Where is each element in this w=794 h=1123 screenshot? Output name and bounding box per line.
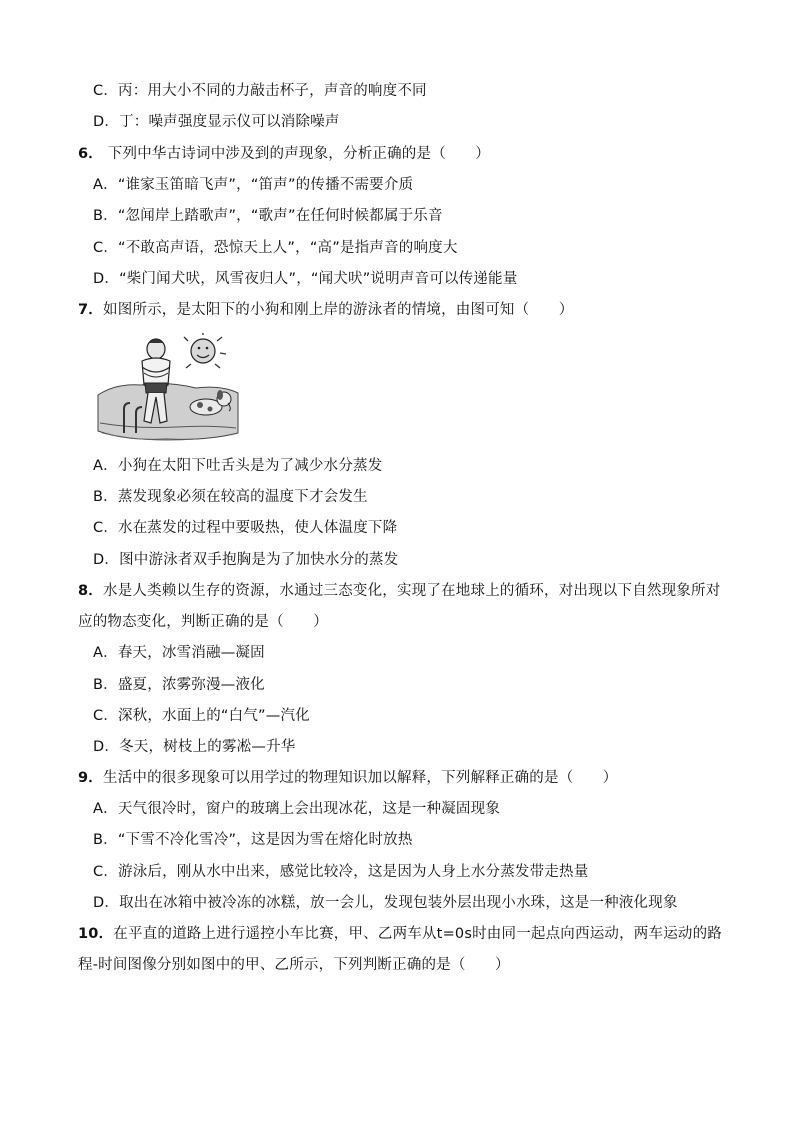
q9-option-d: D．取出在冰箱中被冷冻的冰糕，放一会儿，发现包装外层出现小水珠，这是一种液化现象: [93, 895, 678, 911]
illustration-svg: [96, 333, 241, 445]
q10-number: 10．: [78, 926, 114, 942]
q8-option-c: C．深秋，水面上的“白气”—汽化: [93, 708, 310, 724]
q6-number: 6．: [78, 146, 103, 162]
q10-stem-line2: 程-时间图像分别如图中的甲、乙所示，下列判断正确的是（ ）: [78, 957, 510, 973]
q8-stem-text: 水是人类赖以生存的资源，水通过三态变化，实现了在地球上的循环，对出现以下自然现象所对: [103, 583, 721, 599]
q6-option-d: D．“柴门闻犬吠，风雪夜归人”，“闻犬吠”说明声音可以传递能量: [93, 271, 518, 287]
q10-stem-text: 在平直的道路上进行遥控小车比赛，甲、乙两车从t=0s时由同一起点向西运动，两车运动的路: [113, 926, 722, 942]
q7-option-c: C．水在蒸发的过程中要吸热，使人体温度下降: [93, 520, 398, 536]
q7-stem: [78, 300, 573, 320]
q9-stem-text: 生活中的很多现象可以用学过的物理知识加以解释，下列解释正确的是（ ）: [103, 770, 618, 786]
q8-option-a: A．春天，冰雪消融—凝固: [93, 645, 265, 661]
q9-option-a: A．天气很冷时，窗户的玻璃上会出现冰花，这是一种凝固现象: [93, 801, 501, 817]
q7-option-b: B．蒸发现象必须在较高的温度下才会发生: [93, 489, 368, 505]
q8-stem: [78, 581, 720, 601]
q5-option-d: D．丁：噪声强度显示仪可以消除噪声: [93, 114, 340, 130]
q6-stem-text: 下列中华古诗词中涉及到的声现象，分析正确的是（ ）: [103, 146, 491, 162]
q6-option-a: A．“谁家玉笛暗飞声”，“笛声”的传播不需要介质: [93, 177, 414, 193]
q7-option-a: A．小狗在太阳下吐舌头是为了减少水分蒸发: [93, 458, 383, 474]
q8-number: 8．: [78, 583, 103, 599]
swimmer-dog-sun-illustration: [96, 333, 241, 445]
q7-stem-text: 如图所示，是太阳下的小狗和刚上岸的游泳者的情境，由图可知（ ）: [103, 302, 574, 318]
q8-option-d: D．冬天，树枝上的雾凇—升华: [93, 739, 296, 755]
q6-option-c: C．“不敢高声语，恐惊天上人”，“高”是指声音的响度大: [93, 240, 458, 256]
q6-stem: [78, 144, 490, 164]
q8-stem-line2: 应的物态变化，判断正确的是（ ）: [78, 614, 328, 630]
q7-option-d: D．图中游泳者双手抱胸是为了加快水分的蒸发: [93, 552, 399, 568]
q6-option-b: B．“忽闻岸上踏歌声”，“歌声”在任何时候都属于乐音: [93, 208, 443, 224]
q9-option-c: C．游泳后，刚从水中出来，感觉比较冷，这是因为人身上水分蒸发带走热量: [93, 864, 589, 880]
q8-option-b: B．盛夏，浓雾弥漫—液化: [93, 677, 265, 693]
q9-stem: [78, 768, 618, 788]
q7-number: 7．: [78, 302, 103, 318]
q10-stem: [78, 924, 722, 944]
q9-number: 9．: [78, 770, 103, 786]
q5-option-c: C．丙：用大小不同的力敲击杯子，声音的响度不同: [93, 83, 427, 99]
q9-option-b: B．“下雪不冷化雪冷”，这是因为雪在熔化时放热: [93, 832, 413, 848]
